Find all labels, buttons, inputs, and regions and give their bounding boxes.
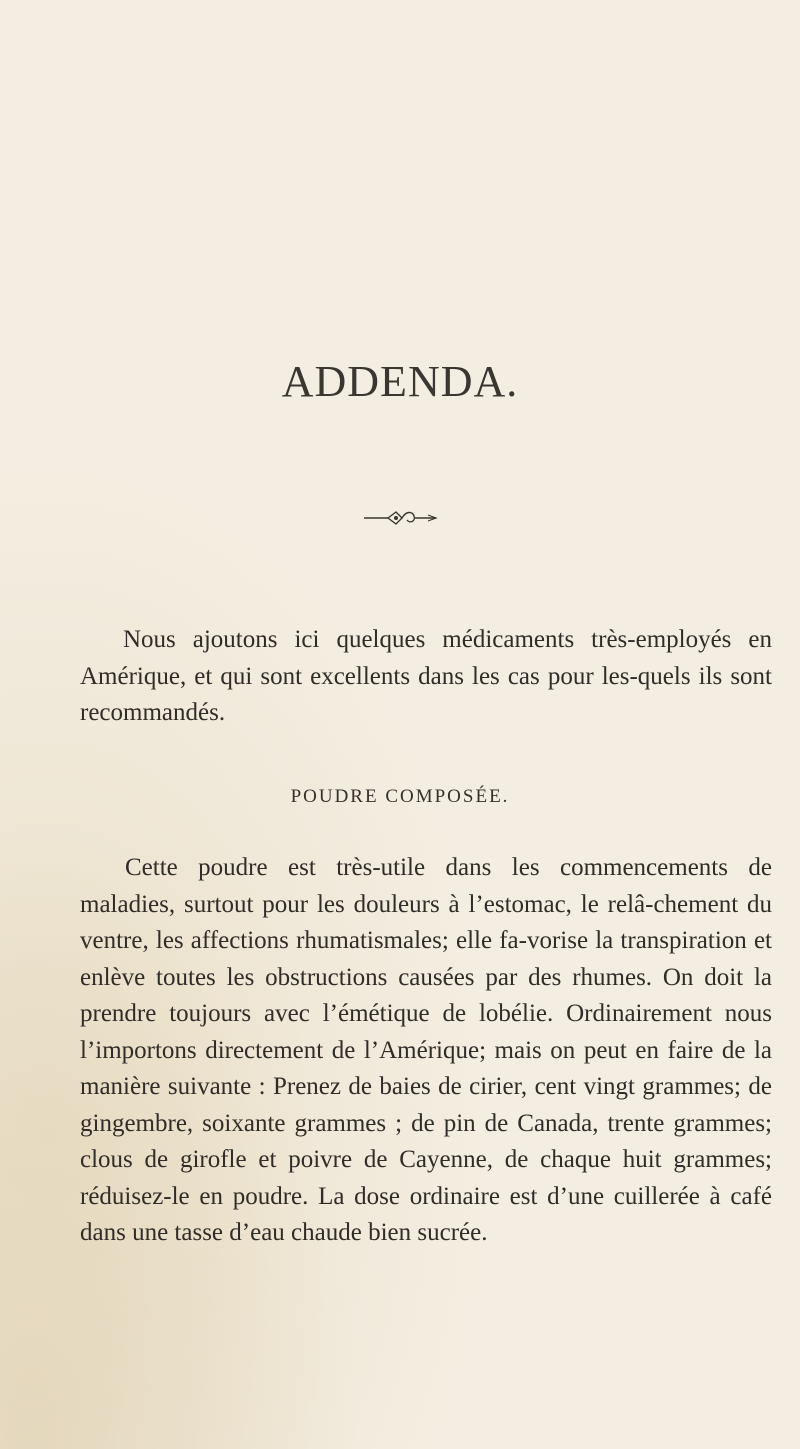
fleuron-ornament-icon (362, 508, 438, 528)
section-title: POUDRE COMPOSÉE. (290, 786, 510, 807)
section-paragraph: Cette poudre est très-utile dans les commencements de maladies, surtout pour les douleurs à l’estomac, le relâ-chement du ventre, les affections rhumatismales; elle fa-vorise la transpiration et enlève toutes les obstructions causées par des rhumes. On doit la prendre toujours avec l’émétique de lobélie. Ordinairement nous l’importons directement de l’Amérique; mais on peut en faire de la manière suivante : Prenez de baies de cirier, cent vingt grammes; de gingembre, soixante grammes ; de pin de Canada, trente grammes; clous de girofle et poivre de Cayenne, de chaque huit grammes; réduisez-le en poudre. La dose ordinaire est d’une cuillerée à café dans une tasse d’eau chaude bien sucrée. (80, 854, 772, 1246)
page-heading: ADDENDA. (281, 357, 519, 406)
intro-paragraph: Nous ajoutons ici quelques médicaments très-employés en Amérique, et qui sont excellents dans les cas pour les-quels ils sont recommandés. (80, 626, 772, 726)
